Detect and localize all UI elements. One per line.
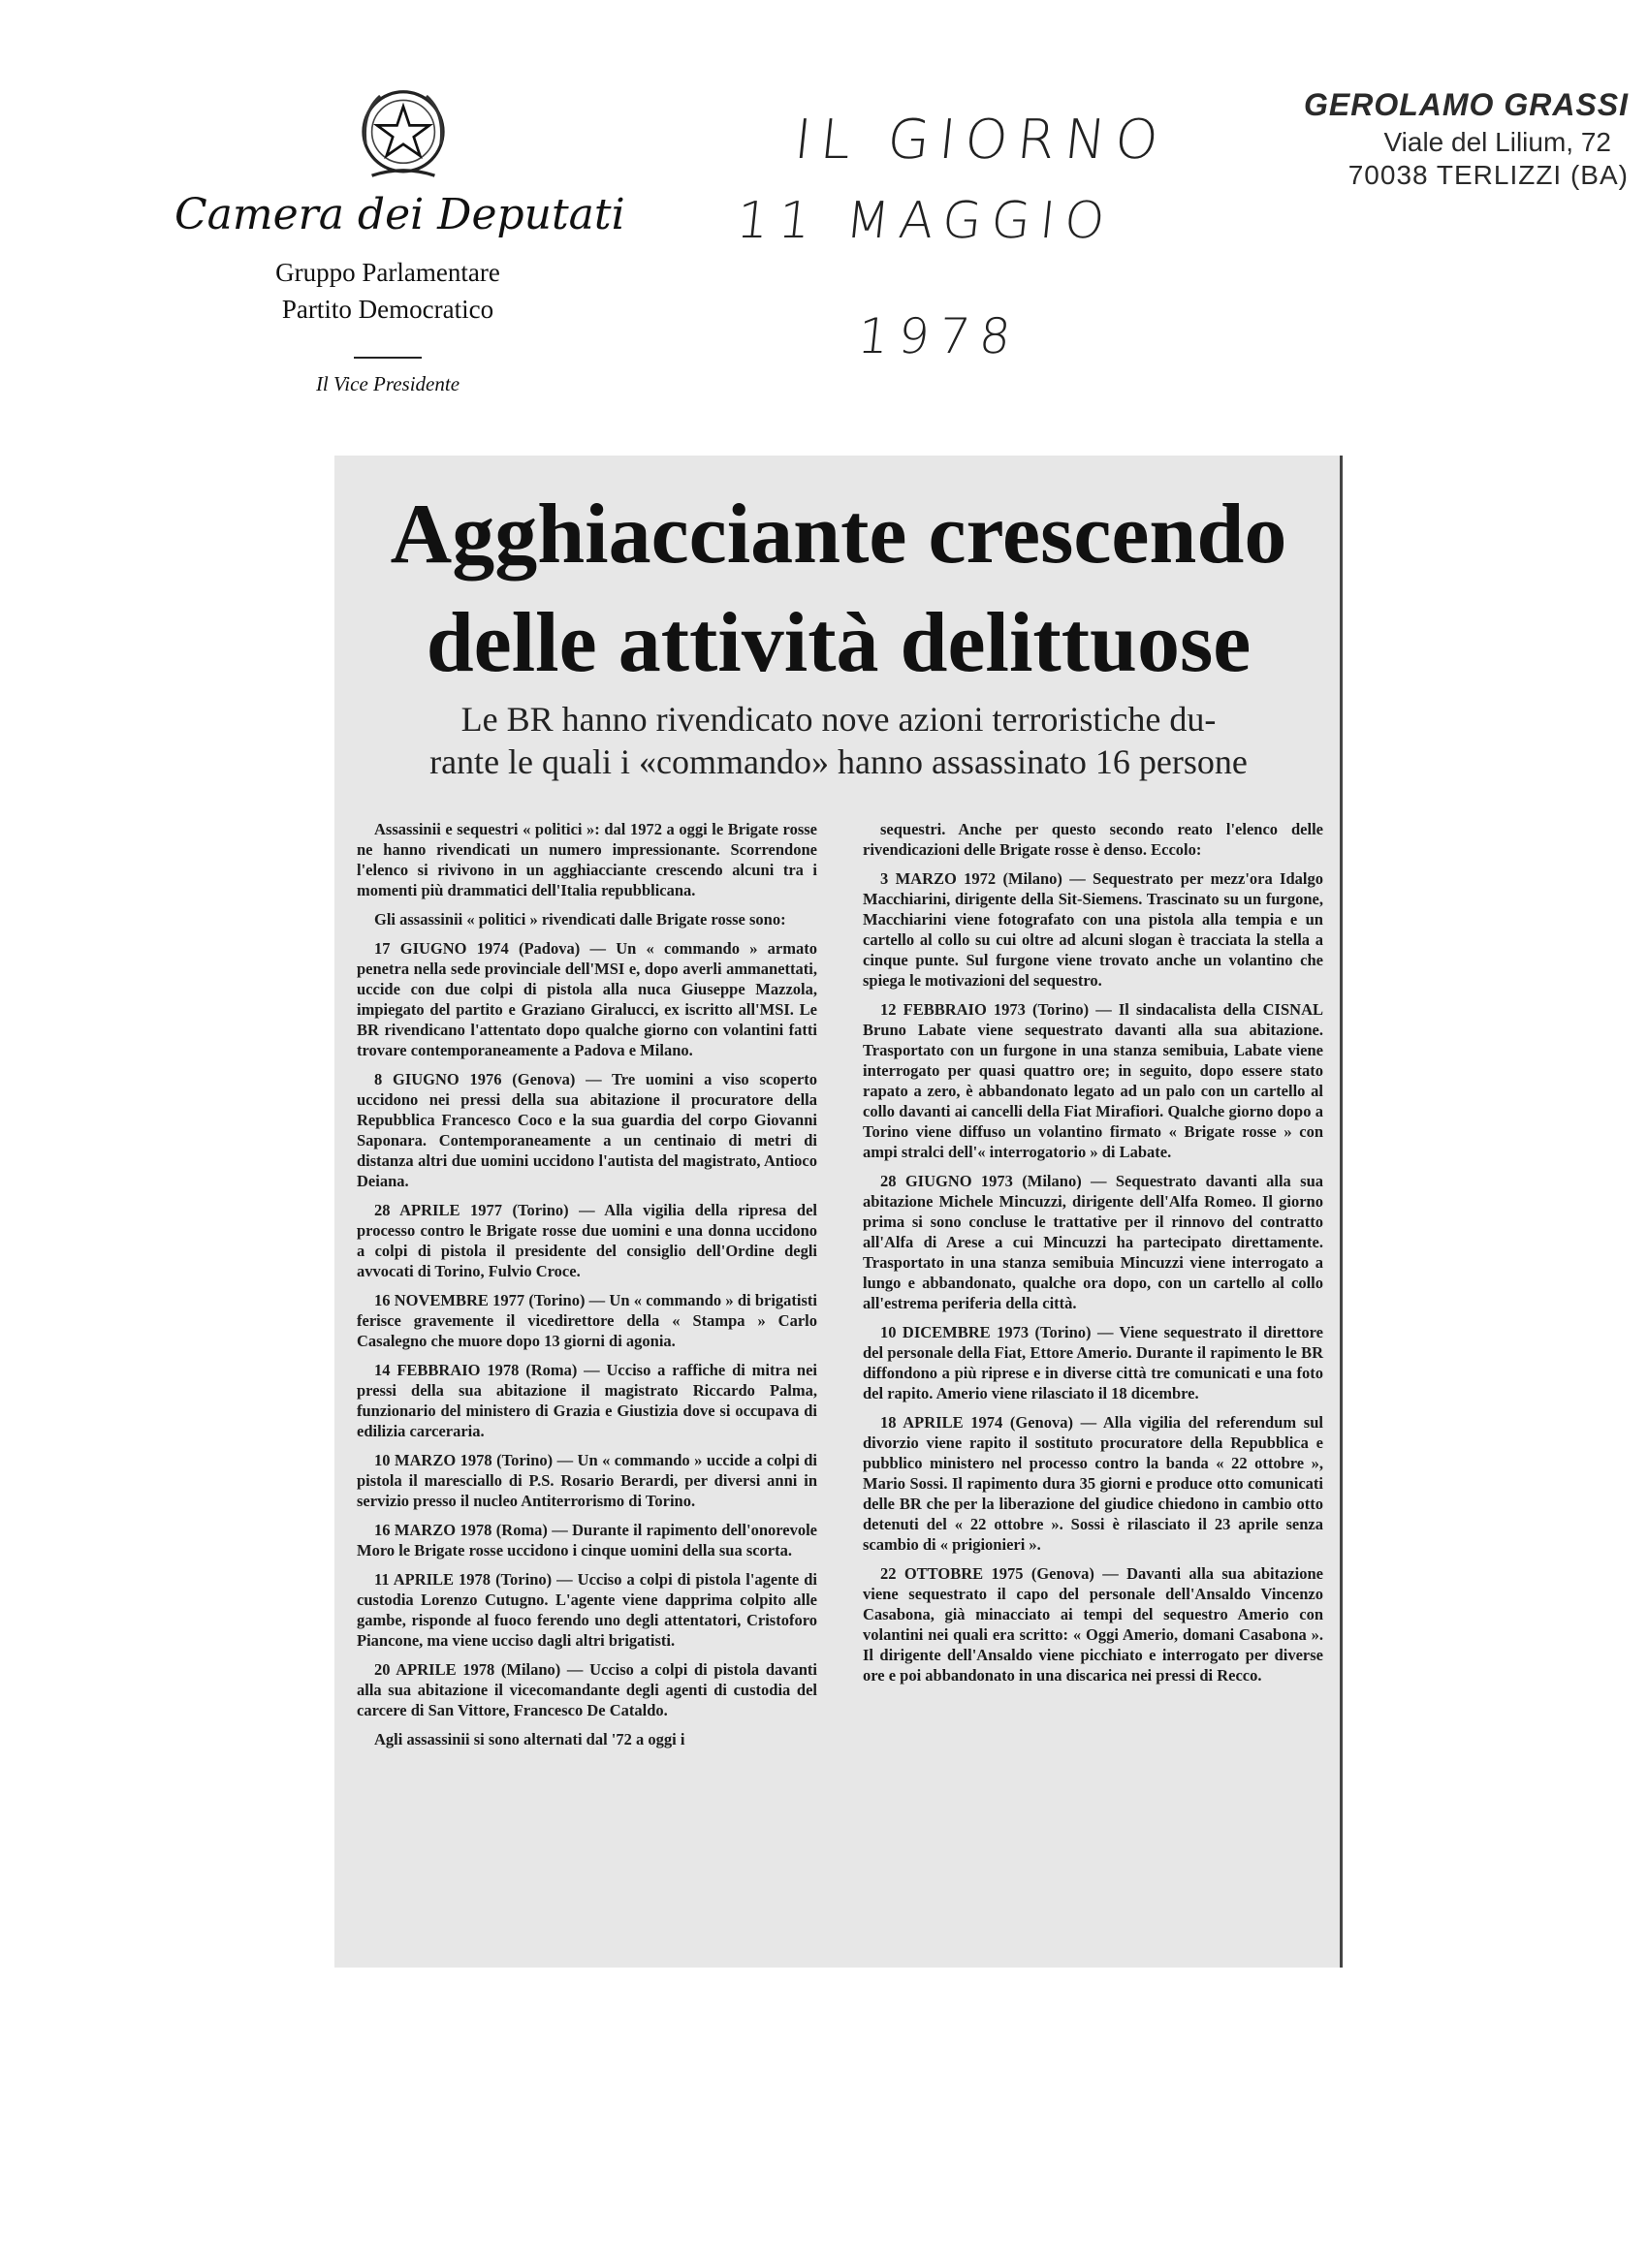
- divider: [354, 357, 422, 359]
- subhead-line-1: Le BR hanno rivendicato nove azioni terroristiche du-: [460, 700, 1217, 739]
- role-line: Il Vice Presidente: [315, 372, 460, 395]
- paragraph: 16 NOVEMBRE 1977 (Torino) — Un « commando » di brigatisti ferisce gravemente il vicedirettore della « Stampa » Carlo Casalegno che muore dopo 13 giorni di agonia.: [357, 1291, 817, 1350]
- stamp-street: Viale del Lilium, 72: [1383, 127, 1611, 157]
- chamber-name: Camera dei Deputati: [174, 190, 625, 239]
- paragraph: 18 APRILE 1974 (Genova) — Alla vigilia del referendum sul divorzio viene rapito il sostituto procuratore della Repubblica e pubblico ministero nel processo contro la banda « 22 ottobre », Mario Sossi. Il rapimento dura 35 giorni e produce otto comunicati delle BR che per la liberazione del giudice chiedono in cambio otto detenuti del « 22 ottobre ». Sossi è rilasciato il 23 aprile senza scambio di « prigionieri ».: [863, 1413, 1323, 1554]
- group-line-2: Partito Democratico: [281, 295, 494, 324]
- paragraph: 3 MARZO 1972 (Milano) — Sequestrato per mezz'ora Idalgo Macchiarini, dirigente della Sit-Siemens. Trascinato su un furgone, Macchiarini viene fotografato con una pistola alla tempia e un cartello al collo su cui oltre ad alcuni slogan è tracciata la stella a cinque punte. Sul furgone viene trovato anche un volantino che spiega le motivazioni del sequestro.: [863, 869, 1323, 990]
- paragraph: 14 FEBBRAIO 1978 (Roma) — Ucciso a raffiche di mitra nei pressi della sua abitazione il magistrato Riccardo Palma, funzionario del ministero di Grazia e Giustizia dove si occupava di edilizia carceraria.: [357, 1361, 817, 1440]
- paragraph: 10 DICEMBRE 1973 (Torino) — Viene sequestrato il direttore del personale della Fiat, Ettore Amerio. Durante il rapimento le BR diffondono a più riprese e in diverse città tre comunicati e una foto del rapito. Amerio viene rilasciato il 18 dicembre.: [863, 1323, 1323, 1402]
- paragraph: Agli assassinii si sono alternati dal '72 a oggi i: [374, 1730, 685, 1748]
- stamp-city: 70038 TERLIZZI (BA): [1347, 160, 1629, 190]
- article-subheadline: [349, 698, 1328, 783]
- article-column-right: [863, 819, 1323, 1694]
- paragraph: 12 FEBBRAIO 1973 (Torino) — Il sindacalista della CISNAL Bruno Labate viene sequestrato davanti alla sua abitazione. Trasportato con un furgone in una stanza semibuia, Labate viene interrogato per quasi quattro ore; in seguito, dopo essere stato rapato a zero, è abbandonato legato ad un palo con un cartello al collo davanti ai cancelli della Fiat Mirafiori. Qualche giorno dopo a Torino viene diffuso un volantino firmato « Brigate rosse » con ampi stralci dell'« interrogatorio » di Labate.: [863, 1000, 1323, 1161]
- paragraph: 11 APRILE 1978 (Torino) — Ucciso a colpi di pistola l'agente di custodia Lorenzo Cutugno. L'agente viene dapprima colpito alle gambe, risponde al fuoco ferendo uno degli attentatori, Cristoforo Piancone, ma viene ucciso dagli altri brigatisti.: [357, 1570, 817, 1650]
- paragraph: 17 GIUGNO 1974 (Padova) — Un « commando » armato penetra nella sede provinciale dell'MSI e, dopo averli ammanettati, uccide con due colpi di pistola alla nuca Giuseppe Mazzola, impiegato del partito e Graziano Giralucci, ex iscritto all'MSI. Le BR rivendicano l'attentato dopo qualche giorno con volantini fatti trovare contemporaneamente a Padova e Milano.: [357, 939, 817, 1059]
- paragraph: 22 OTTOBRE 1975 (Genova) — Davanti alla sua abitazione viene sequestrato il capo del personale dell'Ansaldo Vincenzo Casabona, già minacciato ai tempi del sequestro Amerio con volantini nei quali era scritto: « Oggi Amerio, domani Casabona ». Il dirigente dell'Ansaldo viene picchiato e interrogato per diverse ore e poi abbandonato in una discarica nei pressi di Recco.: [863, 1564, 1323, 1685]
- handwritten-newspaper: IL GIORNO: [791, 109, 1171, 172]
- paragraph: 20 APRILE 1978 (Milano) — Ucciso a colpi di pistola davanti alla sua abitazione il vicecomandante degli agenti di custodia del carcere di San Vittore, Francesco De Cataldo.: [357, 1660, 817, 1719]
- paragraph: 16 MARZO 1978 (Roma) — Durante il rapimento dell'onorevole Moro le Brigate rosse uccidono i cinque uomini della sua scorta.: [357, 1521, 817, 1559]
- paragraph: 28 GIUGNO 1973 (Milano) — Sequestrato davanti alla sua abitazione Michele Mincuzzi, dirigente dell'Alfa Romeo. Il giorno prima si sono concluse le trattative per il rinnovo del contratto all'Alfa di Arese a cui Mincuzzi ha partecipato direttamente. Trasportato in una stanza semibuia Mincuzzi viene interrogato a lungo e abbandonato, qualche ora dopo, con un cartello al collo all'estrema periferia della città.: [863, 1172, 1323, 1312]
- article-column-left: [357, 819, 817, 1758]
- headline-line-1: Agghiacciante crescendo: [390, 488, 1287, 582]
- paragraph: Assassinii e sequestri « politici »: dal 1972 a oggi le Brigate rosse ne hanno rivendicati un numero impressionante. Scorrendone l'elenco si rivivono in un agghiacciante crescendo alcuni tra i momenti più drammatici dell'Italia repubblicana.: [357, 820, 817, 899]
- address-stamp: [1115, 87, 1629, 191]
- subhead-line-2: rante le quali i «commando» hanno assassinato 16 persone: [429, 742, 1248, 781]
- handwritten-date: 11 MAGGIO: [733, 192, 1118, 250]
- handwritten-year: 1978: [854, 308, 1024, 364]
- paragraph: 10 MARZO 1978 (Torino) — Un « commando » uccide a colpi di pistola il maresciallo di P.S. Rosario Berardi, per diversi anni in servizio presso il nucleo Antiterrorismo di Torino.: [357, 1451, 817, 1510]
- paragraph: Gli assassinii « politici » rivendicati dalle Brigate rosse sono:: [374, 910, 786, 929]
- paragraph: sequestri. Anche per questo secondo reato l'elenco delle rivendicazioni delle Brigate rosse è denso. Eccolo:: [863, 820, 1323, 859]
- paragraph: 8 GIUGNO 1976 (Genova) — Tre uomini a viso scoperto uccidono nei pressi della sua abitazione il procuratore della Repubblica Francesco Coco e la sua guardia del corpo Giovanni Saponara. Contemporaneamente a un centinaio di metri di distanza altri due uomini uccidono l'autista del magistrato, Antioco Deiana.: [357, 1070, 817, 1190]
- stamp-name: GEROLAMO GRASSI: [1303, 87, 1629, 122]
- group-line-1: Gruppo Parlamentare: [275, 258, 500, 287]
- headline-line-2: delle attività delittuose: [426, 596, 1252, 690]
- paragraph: 28 APRILE 1977 (Torino) — Alla vigilia della ripresa del processo contro le Brigate rosse due uomini e una donna uccidono a colpi di pistola il presidente del consiglio dell'Ordine degli avvocati di Torino, Fulvio Croce.: [357, 1201, 817, 1280]
- italian-republic-emblem-icon: [351, 81, 456, 186]
- article-headline: [344, 481, 1333, 698]
